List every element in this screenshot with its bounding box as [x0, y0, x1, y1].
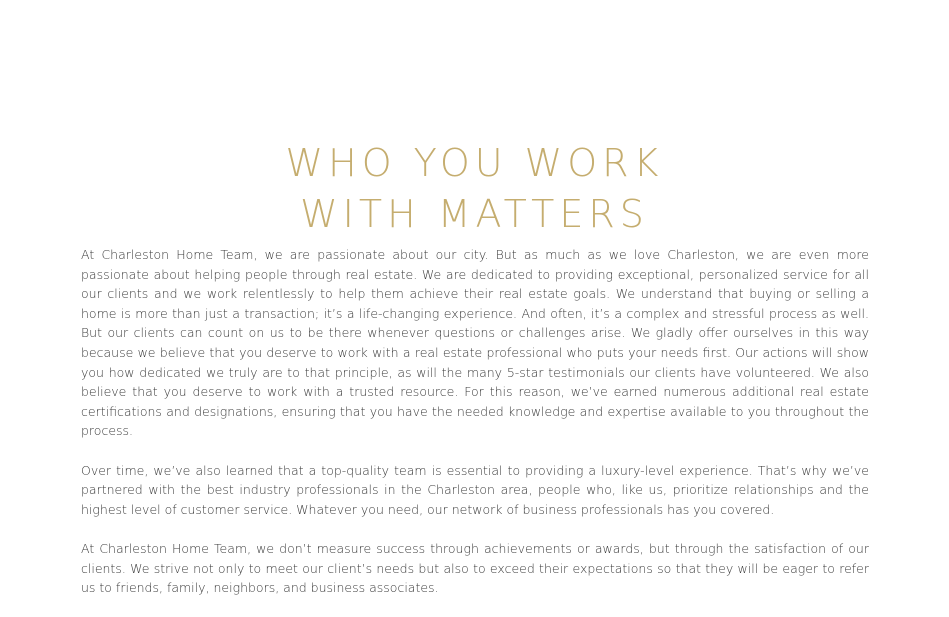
paragraph-success: At Charleston Home Team, we don’t measure success through achievements or awards, but through the satisfaction of our clients. We strive not only to meet our client’s needs but also to exceed their expectations so that they will be eager to refer us to friends, family, neighbors, and business associates.	[81, 540, 869, 596]
paragraph-team: Over time, we’ve also learned that a top-quality team is essential to providing a luxury-level experience. That’s why we’ve partnered with the best industry professionals in the Charleston area, people who, like us, prioritize relationships and the highest level of customer service. Whatever you need, our network of business professionals has you covered.	[81, 462, 869, 517]
about-content	[81, 245, 869, 617]
page-title-line-1: WHO YOU WORK	[285, 141, 664, 186]
page-title-line-2: WITH MATTERS	[300, 192, 649, 237]
paragraph-intro: At Charleston Home Team, we are passionate about our city. But as much as we love Charleston, we are even more passionate about helping people through real estate. We are dedicated to providing exceptional, personalized service for all our clients and we work relentlessly to help them achieve their real estate goals. We understand that buying or selling a home is more than just a transaction; it’s a life-changing experience. And often, it’s a complex and stressful process as well. But our clients can count on us to be there whenever questions or challenges arise. We gladly offer ourselves in this way because we believe that you deserve to work with a real estate professional who puts your needs first. Our actions will show you how dedicated we truly are to that principle, as will the many 5-star testimonials our clients have volunteered. We also believe that you deserve to work with a trusted resource. For this reason, we’ve earned numerous additional real estate certifications and designations, ensuring that you have the needed knowledge and expertise available to you throughout the process.	[81, 247, 869, 439]
page-title	[0, 138, 949, 240]
